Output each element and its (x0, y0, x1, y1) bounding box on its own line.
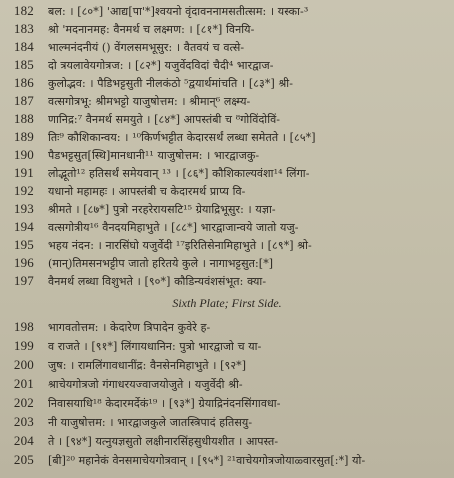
line-number: 203 (13, 414, 34, 429)
line-text: वत्सगोत्रीय¹⁶ वैनदयमिहाभुते । [८८*] भारद्वाजान्वये जातो यजु- (48, 220, 299, 234)
text-line (0, 236, 448, 254)
line-number: 194 (13, 219, 34, 234)
text-line (0, 337, 448, 355)
line-text: नी याजुषोत्तम: । भारद्वाजकुले जातस्त्रिपादं हतिसयु- (48, 415, 253, 429)
line-number: 185 (13, 57, 34, 72)
line-text: भागवतोत्तम: । केदारेण त्रिपादेन कुवेरे ह- (48, 320, 211, 334)
line-number: 190 (13, 147, 34, 162)
section-heading: Sixth Plate; First Side. (172, 296, 282, 310)
text-line (0, 375, 448, 393)
line-text: भाल्मनंदनीयं () वेंगलसमभूसुर: । वैतवयं च वत्से- (48, 40, 245, 54)
line-number: 196 (13, 255, 34, 270)
text-line (0, 272, 448, 290)
line-number: 191 (13, 165, 34, 180)
line-text: श्राचेयगोत्रजो गंगाधरयज्वाजयोजुते । यजुर्वेदी श्री- (48, 377, 243, 391)
line-text: भहय नंदन: । नारसिंघो यजुर्वेदी ¹⁷इरितिसेनामिहाभुते । [८९*] श्रो- (48, 238, 312, 252)
line-number: 189 (13, 129, 34, 144)
line-text: यधानो महामहः । आपस्तंबी च केदारमर्थ प्राप्य वि- (48, 184, 246, 198)
text-line (0, 318, 448, 336)
text-line (0, 110, 448, 128)
line-number: 195 (13, 237, 34, 252)
text-line (0, 56, 448, 74)
line-number: 199 (13, 338, 34, 353)
line-number: 192 (13, 183, 34, 198)
line-text: ते । [९४*] यत्नुयज्ञसुतो लक्षीनारसिंहसुधीयशीत । आपस्त- (48, 434, 279, 448)
line-number: 186 (13, 75, 34, 90)
line-number: 182 (13, 3, 34, 18)
line-number: 200 (13, 357, 34, 372)
line-number: 184 (13, 39, 34, 54)
line-text: श्रो 'मदनानमह: वैनमर्थ च लक्ष्मण: । [८१*] विनयि- (48, 22, 255, 36)
text-line (0, 164, 448, 182)
line-text: कुलोद्भव: । पैडिभट्टसुती नीलकंठो ⁵द्वयार्थमांचति । [८३*] श्री- (48, 76, 294, 90)
line-text: श्रीमते । [८७*] पुत्रो नरहरेरायसटि¹⁵ ग्रेयाद्रिभूसुर: । यज्ञा- (48, 202, 276, 216)
text-line (0, 146, 448, 164)
line-text: जुष: । रामलिंगावधानींद्र: वैनसेनमिहाभुते । [९२*] (48, 358, 247, 372)
line-number: 193 (13, 201, 34, 216)
line-number: 183 (13, 21, 34, 36)
line-text: [बी]²⁰ महानेकं वेनसमाचेयगोत्रवान् । [९५*] ²¹वाचेयगोत्रजोयाळ्वारसुत[:*] यो- (48, 453, 366, 467)
line-text: (मान्)तिमसनभट्टीप जातो हरितये कुले । नागाभट्टसुत:[*] (48, 256, 274, 270)
text-line (0, 38, 448, 56)
line-text: पैडभट्टसुत[स्थि]मानधानी¹¹ याजुषोत्तम: । भारद्वाजकु- (48, 148, 260, 162)
text-line (0, 356, 448, 374)
line-number: 187 (13, 93, 34, 108)
line-number: 205 (13, 452, 34, 467)
text-line (0, 128, 448, 146)
line-number: 202 (13, 395, 34, 410)
text-line (0, 451, 448, 469)
text-line (0, 432, 448, 450)
text-line (0, 92, 448, 110)
text-line (0, 413, 448, 431)
line-number: 204 (13, 433, 34, 448)
line-number: 188 (13, 111, 34, 126)
text-line (0, 218, 448, 236)
text-line (0, 74, 448, 92)
text-line (0, 254, 448, 272)
line-text: णानिद्र:⁷ वैनमर्थ समयुते । [८४*] आपस्तंबी च ⁸गोविंदोविं- (48, 112, 281, 126)
text-line (0, 182, 448, 200)
line-text: वत्सगोत्रभू: श्रीमभट्टो याजुषोत्तम: । श्रीमान्⁶ लक्ष्म्य- (48, 94, 251, 108)
line-text: लोद्भूतो¹² हतिसर्थं समेयवान् ¹³ । [८६*] कौशिकाल्यवंशा¹⁴ लिंगा- (48, 166, 310, 180)
line-text: निवासयाधि¹⁸ केदारमर्देकं¹⁹ । [९३*] ग्रेयाद्रिनंदनसिंगावधा- (48, 396, 281, 410)
line-text: व राजते । [९१*] लिंगायधानिन: पुत्रो भारद्वाजो च या- (48, 339, 262, 353)
line-text: बल: । [८०*] 'आद्य[पा'*]श्वयनो वृंदावननामसतीत्सम: । यस्का-³ (48, 4, 309, 18)
line-number: 198 (13, 319, 34, 334)
line-number: 197 (13, 273, 34, 288)
line-text: वैनमर्थ लब्धा विशुभते । [९०*] कौडिन्यवंशसंभूत: क्या- (48, 274, 267, 288)
text-line (0, 20, 448, 38)
text-line (0, 394, 448, 412)
line-text: दो त्रयलावेयगोत्रज: । [८२*] यजुर्वेदविदां चैदी⁴ भारद्वाज- (48, 58, 274, 72)
text-line (0, 2, 448, 20)
text-line (0, 200, 448, 218)
line-number: 201 (13, 376, 34, 391)
line-text: तिः⁹ कौशिकान्वय: । ¹⁰किर्णभट्टीत केदारसर्थं लब्धा समेतते । [८५*] (48, 130, 316, 144)
